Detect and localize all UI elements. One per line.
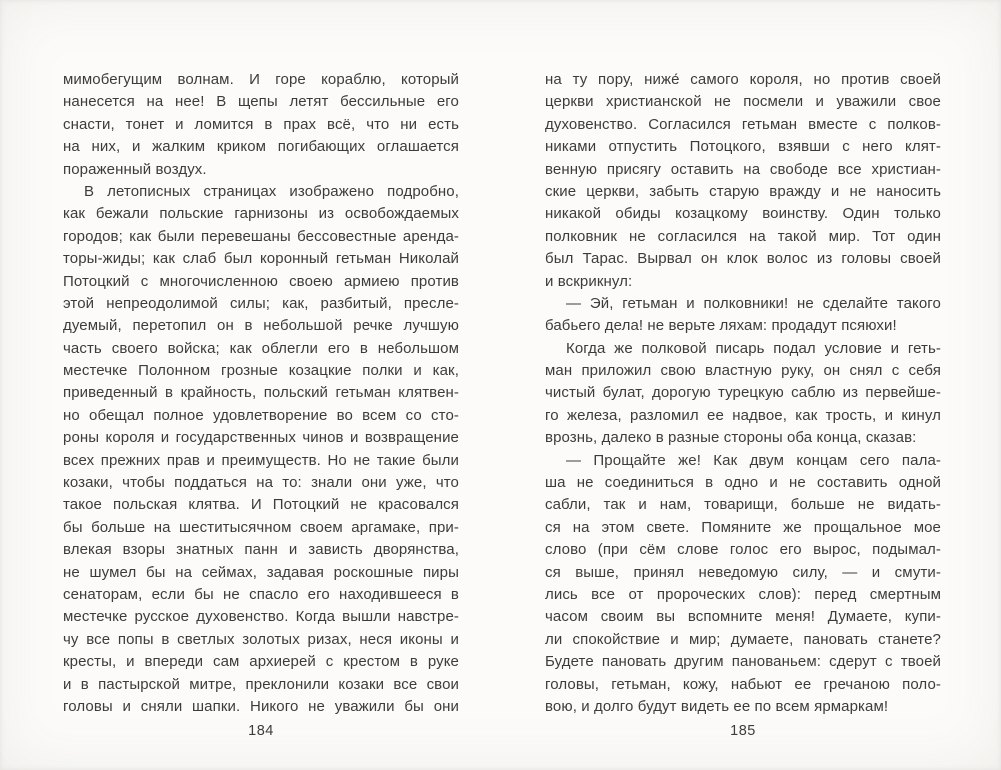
text-line: ские церкви, забыть старую вражду и не наносить (545, 182, 941, 200)
text-line: и вскрикнул: (545, 272, 633, 290)
text-line: Будете пановать другим панованьем: сдерут с твоей (545, 653, 941, 671)
text-line: на них, и жалким криком погибающих оглашается (63, 138, 459, 156)
text-line: как бежали польские гарнизоны из освобождаемых (63, 205, 459, 223)
text-line: но обещал полное удовлетворение во всем со сто- (63, 406, 459, 424)
text-line: местечке русское духовенство. Когда вышли навстре- (63, 608, 459, 626)
page-number: 184 (248, 723, 274, 740)
text-line: мимобегущим волнам. И горе кораблю, который (63, 71, 459, 88)
text-line: слово (при сём слове голос его вырос, подымал- (545, 541, 941, 559)
page-184 (63, 69, 459, 739)
text-line: часть своего войска; как облегли его в небольшом (63, 339, 459, 357)
text-line: ся выше, принял неведомую силу, — и смути- (545, 563, 941, 581)
text-line: вою, и долго будут видеть ее по всем ярмаркам! (545, 697, 889, 715)
text-line: и в пастырской митре, преклонили козаки все свои (63, 675, 459, 693)
text-line: не шумел бы на сеймах, задавая роскошные пиры (63, 563, 459, 581)
paragraph (545, 293, 941, 338)
text-line: духовенство. Согласился гетьман вместе с полков- (545, 115, 941, 133)
text-line: — Эй, гетьман и полковники! не сделайте такого (566, 294, 941, 312)
page-185 (545, 69, 941, 739)
text-line: полковник не согласился на такой мир. Тот один (545, 227, 941, 245)
text-line: ман приложил свою властную руку, он снял с себя (545, 362, 941, 380)
text-line: Потоцкий с многочисленною своею армиею против (63, 272, 459, 290)
text-line: головы, гетьман, кожу, набьют ее гречаною поло- (545, 675, 941, 693)
paragraph (63, 69, 459, 181)
text-line: всех прежних прав и преимуществ. Но не такие были (63, 451, 459, 469)
text-line: пораженный воздух. (63, 160, 207, 178)
text-line: го железа, разломил ее надвое, как трость, и кинул (545, 406, 941, 424)
text-line: часом своим вы вспомните меня! Думаете, купи- (545, 608, 941, 626)
text-line: снасти, тонет и ломится в прах всё, что ни есть (63, 115, 459, 133)
text-line: ся на этом свете. Помяните же прощальное мое (545, 518, 941, 536)
text-line: роны короля и государственных чинов и возвращение (63, 429, 459, 447)
text-line: козаки, чтобы поддаться на то: знали они уже, что (63, 474, 459, 492)
text-line: чу все попы в светлых золотых ризах, неся иконы и (63, 630, 459, 648)
text-line: приведенный в крайность, польский гетьман клятвен- (63, 384, 459, 402)
text-line: был Тарас. Вырвал он клок волос из головы своей (545, 250, 941, 268)
text-line: ша не соединиться в одно и не составить одной (545, 474, 941, 492)
paragraph (545, 338, 941, 450)
text-line: никами отпустить Потоцкого, взявши с него клят- (545, 138, 941, 156)
text-line: местечке Полонном грозные козацкие полки и как, (63, 362, 459, 380)
text-line: этой непреодолимой силы; как, разбитый, пресле- (63, 294, 459, 312)
text-line: ли спокойствие и мир; думаете, пановать станете? (545, 630, 941, 648)
text-line: нанесется на нее! В щепы летят бессильные его (63, 93, 459, 111)
page-text (545, 69, 941, 718)
text-line: В летописных страницах изображено подробно, (84, 182, 459, 200)
text-line: влекая взоры знатных панн и зависть дворянства, (63, 541, 459, 559)
text-line: врознь, далеко в разные стороны оба конца, сказав: (545, 429, 917, 447)
text-line: на ту пору, ниже́ самого короля, но против своей (545, 71, 941, 88)
paragraph (545, 69, 941, 293)
text-line: бы больше на шеститысячном своем аргамаке, при- (63, 518, 459, 536)
text-line: торы-жиды; как слаб был коронный гетьман Николай (63, 250, 459, 268)
text-line: чистый булат, дорогую турецкую саблю из первейше- (545, 384, 941, 402)
text-line: кресты, и впереди сам архиерей с крестом в руке (63, 653, 459, 671)
text-line: церкви христианской не посмели и уважили свое (545, 93, 941, 111)
text-line: сабли, так и нам, товарищи, больше не видать- (545, 496, 941, 514)
text-line: дуемый, перетопил он в небольшой речке лучшую (63, 317, 459, 335)
page-number: 185 (730, 723, 756, 740)
text-line: сенаторам, если бы не спасло его находившееся в (63, 585, 459, 603)
text-line: бабьего дела! не верьте ляхам: продадут псяюхи! (545, 317, 897, 335)
text-line: — Прощайте же! Как двум концам сего пала- (566, 451, 941, 469)
text-line: такое польская клятва. И Потоцкий не красовался (63, 496, 459, 514)
text-line: городов; как были перевешаны бессовестные аренда- (63, 227, 459, 245)
paragraph (63, 181, 459, 718)
text-line: Когда же полковой писарь подал условие и геть- (566, 339, 941, 357)
text-line: венную присягу оставить на свободе все христиан- (545, 160, 941, 178)
text-line: лись все от пророческих слов): перед смертным (545, 585, 941, 603)
paragraph (545, 450, 941, 719)
text-line: головы и сняли шапки. Никого не уважили бы они (63, 697, 459, 715)
page-text (63, 69, 459, 718)
text-line: никакой обиды козацкому воинству. Один только (545, 205, 941, 223)
